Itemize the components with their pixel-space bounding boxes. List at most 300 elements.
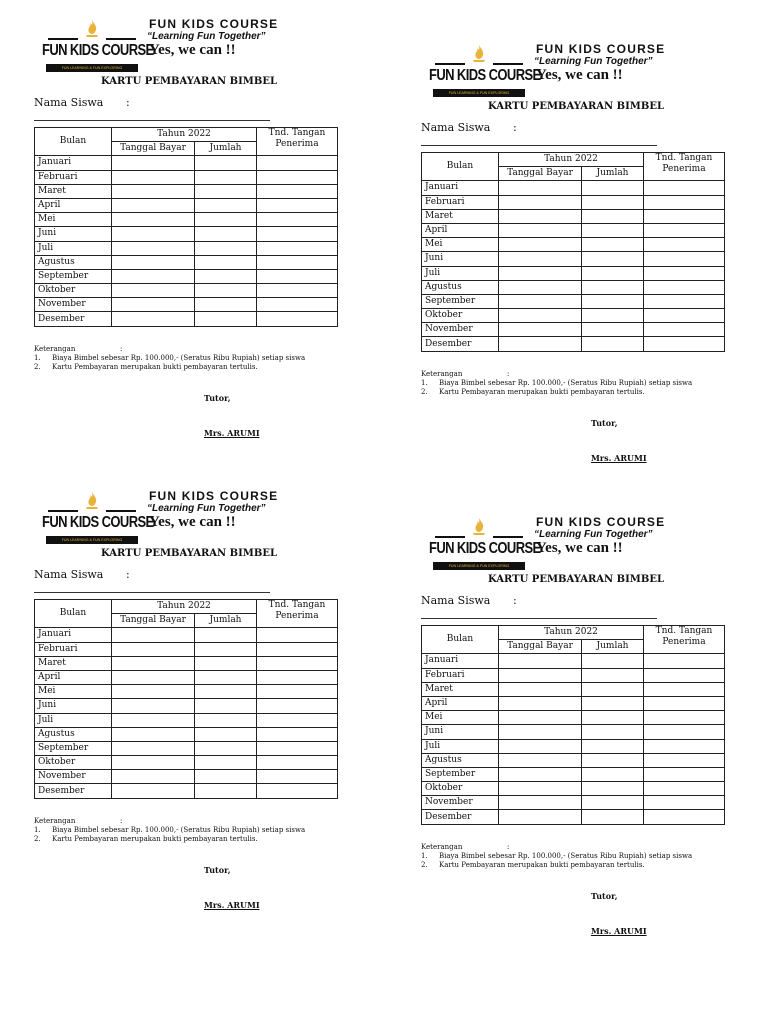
- amount-cell: [195, 770, 257, 784]
- table-row: [422, 238, 725, 252]
- month-cell: April: [35, 198, 112, 212]
- amount-cell: [582, 782, 644, 796]
- amount-cell: [582, 337, 644, 351]
- date-cell: [499, 252, 582, 266]
- table-row: [422, 337, 725, 351]
- student-colon: :: [126, 568, 130, 581]
- notes-colon: :: [507, 370, 510, 378]
- table-row: [422, 767, 725, 781]
- month-cell: Januari: [422, 181, 499, 195]
- month-cell: September: [35, 741, 112, 755]
- date-cell: [112, 156, 195, 170]
- amount-cell: [582, 280, 644, 294]
- month-cell: Desember: [35, 784, 112, 798]
- amount-cell: [582, 209, 644, 223]
- date-cell: [499, 668, 582, 682]
- note-text: Kartu Pembayaran merupakan bukti pembayaran tertulis.: [439, 388, 645, 396]
- header-year: Tahun 2022: [112, 128, 257, 142]
- month-cell: Januari: [35, 156, 112, 170]
- amount-cell: [195, 269, 257, 283]
- amount-cell: [195, 170, 257, 184]
- amount-cell: [195, 156, 257, 170]
- amount-cell: [582, 668, 644, 682]
- table-row: [422, 280, 725, 294]
- signature-cell: [257, 312, 338, 326]
- amount-cell: [582, 252, 644, 266]
- tutor-label: Tutor,: [204, 393, 231, 403]
- note-num: 1.: [34, 354, 41, 362]
- date-cell: [499, 696, 582, 710]
- brand-motto: “Learning Fun Together”: [147, 31, 266, 42]
- logo-name: FUN KIDS COURSE: [42, 512, 154, 531]
- table-row: [422, 668, 725, 682]
- header-date: Tanggal Bayar: [112, 614, 195, 628]
- date-cell: [499, 323, 582, 337]
- date-cell: [112, 213, 195, 227]
- month-cell: Mei: [422, 711, 499, 725]
- table-row: [35, 770, 338, 784]
- date-cell: [112, 756, 195, 770]
- signature-cell: [644, 337, 725, 351]
- signature-cell: [644, 696, 725, 710]
- month-cell: Agustus: [35, 255, 112, 269]
- amount-cell: [195, 727, 257, 741]
- header-amount: Jumlah: [195, 142, 257, 156]
- notes: [34, 817, 344, 844]
- table-row: [35, 656, 338, 670]
- month-cell: Februari: [422, 668, 499, 682]
- table-row: [422, 309, 725, 323]
- date-cell: [499, 294, 582, 308]
- month-cell: Desember: [422, 337, 499, 351]
- student-name-label: [421, 594, 517, 607]
- date-cell: [112, 227, 195, 241]
- amount-cell: [582, 711, 644, 725]
- brand-name: FUN KIDS COURSE: [149, 17, 279, 31]
- brand-name: FUN KIDS COURSE: [536, 42, 666, 56]
- month-cell: September: [422, 767, 499, 781]
- brand-logo: [42, 20, 154, 78]
- table-row: [35, 713, 338, 727]
- signature-cell: [257, 685, 338, 699]
- table-row: [422, 195, 725, 209]
- notes: [421, 843, 731, 870]
- table-row: [422, 266, 725, 280]
- amount-cell: [195, 184, 257, 198]
- payment-table: [421, 152, 725, 352]
- note-num: 2.: [421, 861, 428, 869]
- signature-cell: [257, 255, 338, 269]
- signature-cell: [257, 241, 338, 255]
- header-month: Bulan: [35, 600, 112, 628]
- student-name-label: [34, 568, 130, 581]
- amount-cell: [195, 741, 257, 755]
- month-cell: November: [35, 298, 112, 312]
- month-cell: Januari: [35, 628, 112, 642]
- signature-cell: [257, 670, 338, 684]
- month-cell: Mei: [422, 238, 499, 252]
- amount-cell: [195, 255, 257, 269]
- signature-cell: [257, 756, 338, 770]
- header-month: Bulan: [422, 153, 499, 181]
- brand-slogan: Yes, we can !!: [536, 540, 623, 556]
- month-cell: Desember: [422, 810, 499, 824]
- signature-cell: [644, 739, 725, 753]
- date-cell: [499, 682, 582, 696]
- month-cell: November: [422, 323, 499, 337]
- month-cell: November: [422, 796, 499, 810]
- amount-cell: [582, 796, 644, 810]
- header-year: Tahun 2022: [499, 153, 644, 167]
- signature-cell: [257, 713, 338, 727]
- month-cell: Desember: [35, 312, 112, 326]
- note-num: 2.: [34, 835, 41, 843]
- header-date: Tanggal Bayar: [499, 640, 582, 654]
- brand-motto: “Learning Fun Together”: [147, 503, 266, 514]
- month-cell: Oktober: [422, 782, 499, 796]
- month-cell: Februari: [422, 195, 499, 209]
- table-row: [35, 213, 338, 227]
- amount-cell: [582, 223, 644, 237]
- brand-header: [149, 490, 278, 530]
- table-row: [422, 810, 725, 824]
- brand-name: FUN KIDS COURSE: [149, 489, 279, 503]
- signature-cell: [644, 753, 725, 767]
- brand-logo: [429, 45, 541, 103]
- table-row: [35, 284, 338, 298]
- payment-table: [421, 625, 725, 825]
- date-cell: [112, 255, 195, 269]
- month-cell: Agustus: [422, 753, 499, 767]
- month-cell: Februari: [35, 170, 112, 184]
- signature-cell: [257, 298, 338, 312]
- signature-cell: [644, 725, 725, 739]
- month-cell: Maret: [35, 184, 112, 198]
- amount-cell: [582, 739, 644, 753]
- note-num: 1.: [34, 826, 41, 834]
- date-cell: [499, 337, 582, 351]
- signature-cell: [644, 294, 725, 308]
- student-label-text: Nama Siswa: [421, 121, 491, 134]
- month-cell: Maret: [422, 209, 499, 223]
- note-item: [34, 354, 344, 363]
- month-cell: Oktober: [35, 756, 112, 770]
- header-year: Tahun 2022: [499, 626, 644, 640]
- date-cell: [112, 656, 195, 670]
- month-cell: Juni: [422, 252, 499, 266]
- month-cell: Juli: [422, 266, 499, 280]
- student-colon: :: [513, 121, 517, 134]
- signature-cell: [644, 195, 725, 209]
- date-cell: [499, 782, 582, 796]
- signature-cell: [257, 184, 338, 198]
- date-cell: [499, 654, 582, 668]
- date-cell: [499, 767, 582, 781]
- brand-motto: “Learning Fun Together”: [534, 529, 653, 540]
- logo-name: FUN KIDS COURSE: [42, 40, 154, 59]
- note-item: [421, 861, 731, 870]
- amount-cell: [195, 312, 257, 326]
- note-num: 1.: [421, 379, 428, 387]
- month-cell: Agustus: [35, 727, 112, 741]
- amount-cell: [582, 682, 644, 696]
- note-item: [34, 826, 344, 835]
- signature-cell: [644, 280, 725, 294]
- card-title: KARTU PEMBAYARAN BIMBEL: [487, 101, 664, 112]
- month-cell: Juli: [422, 739, 499, 753]
- date-cell: [499, 739, 582, 753]
- card-title: KARTU PEMBAYARAN BIMBEL: [100, 548, 277, 559]
- flame-icon: [471, 518, 487, 536]
- date-cell: [112, 312, 195, 326]
- table-row: [422, 796, 725, 810]
- notes-colon: :: [120, 817, 123, 825]
- notes-label: Keterangan: [34, 817, 76, 825]
- brand-logo: [42, 492, 154, 550]
- tutor-signature-name: Mrs. ARUMI: [591, 926, 647, 936]
- date-cell: [112, 170, 195, 184]
- table-row: [35, 642, 338, 656]
- brand-slogan: Yes, we can !!: [536, 67, 623, 83]
- notes-label: Keterangan: [34, 345, 76, 353]
- table-row: [35, 312, 338, 326]
- table-row: [422, 739, 725, 753]
- payment-card: [34, 0, 344, 470]
- date-cell: [499, 195, 582, 209]
- brand-header: [536, 516, 665, 556]
- table-row: [35, 198, 338, 212]
- amount-cell: [582, 181, 644, 195]
- table-row: [422, 725, 725, 739]
- table-row: [35, 699, 338, 713]
- signature-cell: [644, 782, 725, 796]
- notes-colon: :: [120, 345, 123, 353]
- amount-cell: [582, 294, 644, 308]
- amount-cell: [582, 238, 644, 252]
- flame-icon: [84, 20, 100, 38]
- header-amount: Jumlah: [195, 614, 257, 628]
- month-cell: April: [422, 696, 499, 710]
- header-year: Tahun 2022: [112, 600, 257, 614]
- date-cell: [112, 198, 195, 212]
- amount-cell: [195, 241, 257, 255]
- amount-cell: [582, 323, 644, 337]
- logo-name: FUN KIDS COURSE: [429, 538, 541, 557]
- signature-cell: [644, 181, 725, 195]
- date-cell: [112, 784, 195, 798]
- table-row: [35, 241, 338, 255]
- logo-tagline: FUN LEARNING & FUN EXPLORING: [46, 536, 138, 544]
- table-row: [35, 255, 338, 269]
- student-name-line: [34, 120, 270, 121]
- amount-cell: [582, 725, 644, 739]
- date-cell: [112, 642, 195, 656]
- student-name-line: [421, 618, 657, 619]
- payment-table: [34, 127, 338, 327]
- table-row: [35, 685, 338, 699]
- student-label-text: Nama Siswa: [34, 96, 104, 109]
- month-cell: Maret: [422, 682, 499, 696]
- month-cell: September: [35, 269, 112, 283]
- note-num: 1.: [421, 852, 428, 860]
- tutor-signature-name: Mrs. ARUMI: [204, 900, 260, 910]
- signature-cell: [644, 711, 725, 725]
- date-cell: [112, 713, 195, 727]
- month-cell: April: [35, 670, 112, 684]
- month-cell: Juni: [422, 725, 499, 739]
- notes-label: Keterangan: [421, 843, 463, 851]
- amount-cell: [195, 198, 257, 212]
- signature-cell: [644, 810, 725, 824]
- payment-table: [34, 599, 338, 799]
- tutor-label: Tutor,: [591, 418, 618, 428]
- signature-cell: [644, 767, 725, 781]
- date-cell: [499, 209, 582, 223]
- header-amount: Jumlah: [582, 640, 644, 654]
- date-cell: [112, 741, 195, 755]
- date-cell: [112, 727, 195, 741]
- table-row: [422, 252, 725, 266]
- amount-cell: [195, 699, 257, 713]
- month-cell: Juni: [35, 227, 112, 241]
- month-cell: November: [35, 770, 112, 784]
- table-row: [422, 294, 725, 308]
- signature-cell: [644, 266, 725, 280]
- month-cell: April: [422, 223, 499, 237]
- amount-cell: [195, 784, 257, 798]
- header-month: Bulan: [422, 626, 499, 654]
- payment-card: [421, 498, 731, 968]
- signature-cell: [257, 741, 338, 755]
- date-cell: [499, 753, 582, 767]
- date-cell: [112, 670, 195, 684]
- month-cell: Maret: [35, 656, 112, 670]
- note-num: 2.: [421, 388, 428, 396]
- signature-cell: [257, 156, 338, 170]
- tutor-signature-name: Mrs. ARUMI: [204, 428, 260, 438]
- note-text: Biaya Bimbel sebesar Rp. 100.000,- (Seratus Ribu Rupiah) setiap siswa: [439, 379, 693, 387]
- notes: [421, 370, 731, 397]
- flame-icon: [471, 45, 487, 63]
- table-row: [35, 156, 338, 170]
- month-cell: Mei: [35, 685, 112, 699]
- signature-cell: [257, 213, 338, 227]
- signature-cell: [644, 654, 725, 668]
- amount-cell: [582, 753, 644, 767]
- month-cell: Januari: [422, 654, 499, 668]
- month-cell: Juli: [35, 713, 112, 727]
- month-cell: Juli: [35, 241, 112, 255]
- amount-cell: [195, 227, 257, 241]
- table-row: [422, 654, 725, 668]
- student-name-line: [421, 145, 657, 146]
- note-item: [34, 835, 344, 844]
- table-row: [422, 711, 725, 725]
- date-cell: [112, 184, 195, 198]
- signature-cell: [644, 796, 725, 810]
- amount-cell: [195, 642, 257, 656]
- signature-cell: [644, 209, 725, 223]
- signature-cell: [257, 727, 338, 741]
- date-cell: [499, 181, 582, 195]
- logo-tagline: FUN LEARNING & FUN EXPLORING: [433, 89, 525, 97]
- notes: [34, 345, 344, 372]
- table-row: [422, 782, 725, 796]
- date-cell: [499, 711, 582, 725]
- amount-cell: [582, 195, 644, 209]
- student-name-label: [421, 121, 517, 134]
- amount-cell: [582, 654, 644, 668]
- signature-cell: [257, 284, 338, 298]
- table-row: [35, 784, 338, 798]
- logo-tagline: FUN LEARNING & FUN EXPLORING: [433, 562, 525, 570]
- brand-motto: “Learning Fun Together”: [534, 56, 653, 67]
- brand-slogan: Yes, we can !!: [149, 42, 236, 58]
- brand-logo: [429, 518, 541, 576]
- table-row: [422, 753, 725, 767]
- date-cell: [499, 309, 582, 323]
- signature-cell: [257, 628, 338, 642]
- student-name-label: [34, 96, 130, 109]
- signature-cell: [257, 784, 338, 798]
- month-cell: September: [422, 294, 499, 308]
- date-cell: [112, 284, 195, 298]
- signature-cell: [644, 252, 725, 266]
- signature-cell: [644, 223, 725, 237]
- table-row: [35, 727, 338, 741]
- note-item: [421, 852, 731, 861]
- signature-cell: [644, 309, 725, 323]
- student-label-text: Nama Siswa: [421, 594, 491, 607]
- brand-header: [149, 18, 278, 58]
- brand-name: FUN KIDS COURSE: [536, 515, 666, 529]
- amount-cell: [582, 309, 644, 323]
- table-row: [422, 682, 725, 696]
- signature-cell: [257, 770, 338, 784]
- tutor-signature-name: Mrs. ARUMI: [591, 453, 647, 463]
- amount-cell: [195, 670, 257, 684]
- amount-cell: [195, 756, 257, 770]
- note-text: Kartu Pembayaran merupakan bukti pembayaran tertulis.: [52, 835, 258, 843]
- table-row: [35, 756, 338, 770]
- amount-cell: [582, 696, 644, 710]
- payment-card: [421, 25, 731, 495]
- student-name-line: [34, 592, 270, 593]
- signature-cell: [257, 198, 338, 212]
- signature-cell: [257, 656, 338, 670]
- brand-slogan: Yes, we can !!: [149, 514, 236, 530]
- note-text: Kartu Pembayaran merupakan bukti pembayaran tertulis.: [439, 861, 645, 869]
- note-text: Biaya Bimbel sebesar Rp. 100.000,- (Seratus Ribu Rupiah) setiap siswa: [439, 852, 693, 860]
- month-cell: Oktober: [422, 309, 499, 323]
- flame-icon: [84, 492, 100, 510]
- date-cell: [112, 269, 195, 283]
- signature-cell: [257, 642, 338, 656]
- date-cell: [499, 223, 582, 237]
- date-cell: [112, 241, 195, 255]
- logo-name: FUN KIDS COURSE: [429, 65, 541, 84]
- month-cell: Oktober: [35, 284, 112, 298]
- student-colon: :: [513, 594, 517, 607]
- amount-cell: [582, 810, 644, 824]
- month-cell: Februari: [35, 642, 112, 656]
- note-item: [34, 363, 344, 372]
- table-row: [35, 741, 338, 755]
- table-row: [422, 696, 725, 710]
- amount-cell: [582, 266, 644, 280]
- signature-cell: [257, 170, 338, 184]
- amount-cell: [195, 284, 257, 298]
